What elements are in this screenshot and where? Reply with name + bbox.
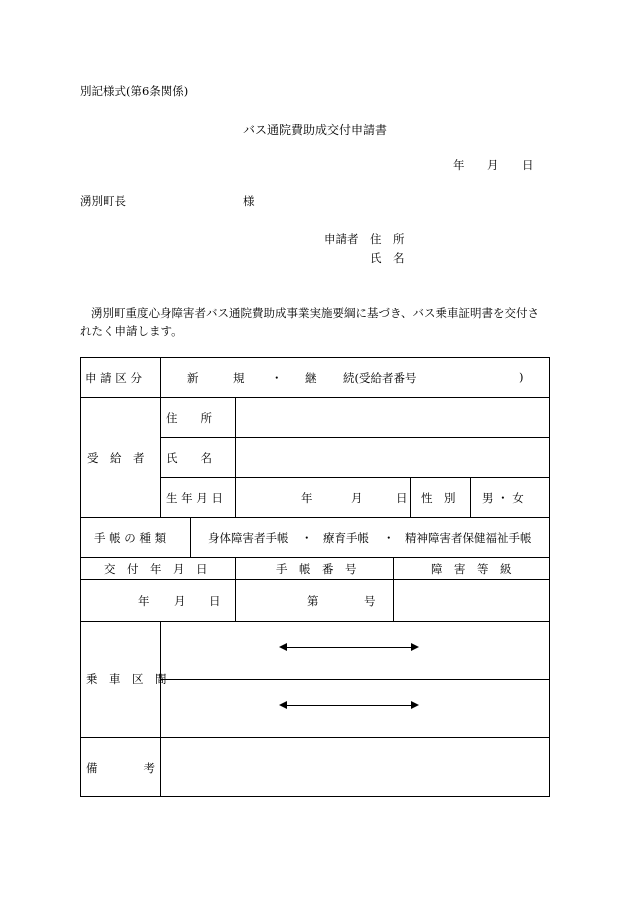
honorific: 様 — [243, 194, 255, 208]
date-day-label: 日 — [522, 158, 534, 172]
recipient-name-label: 氏 名 — [166, 451, 212, 465]
application-form-table — [80, 357, 550, 797]
document-title: バス通院費助成交付申請書 — [243, 123, 388, 137]
row-divider — [160, 477, 550, 478]
column-divider — [235, 397, 236, 517]
row-divider — [80, 397, 550, 398]
arrow-right-head-icon — [411, 643, 419, 651]
dob-year-label: 年 — [301, 491, 313, 505]
column-divider — [160, 357, 161, 517]
recipient-number-label: 続(受給者番号 — [343, 371, 417, 385]
disability-grade-header: 障 害 等 級 — [431, 562, 512, 576]
table-border-bottom — [80, 796, 550, 797]
body-text-line1: 湧別町重度心身障害者バス通院費助成事業実施要綱に基づき、バス乗車証明書を交付さ — [91, 306, 540, 320]
row-divider — [80, 579, 550, 580]
date-month-label: 月 — [487, 158, 499, 172]
row-divider — [80, 517, 550, 518]
table-border-left — [80, 357, 81, 797]
arrow-left-head-icon — [279, 643, 287, 651]
table-border-top — [80, 357, 550, 358]
remarks-label: 備 考 — [86, 761, 155, 775]
table-border-right — [549, 357, 550, 797]
recipient-address-label: 住 所 — [166, 411, 212, 425]
separator-dot: ・ — [271, 371, 283, 385]
application-type-new[interactable]: 新 — [187, 371, 199, 385]
arrow-left-head-icon — [279, 701, 287, 709]
row-divider — [160, 679, 550, 680]
column-divider — [470, 477, 471, 517]
sex-options[interactable]: 男 ・ 女 — [482, 491, 524, 505]
issue-month-label: 月 — [174, 594, 186, 608]
dob-day-label: 日 — [396, 491, 408, 505]
recipient-dob-label: 生 年 月 日 — [166, 491, 223, 505]
handbook-number-suffix: 号 — [364, 594, 376, 608]
body-text-line2: れたく申請します。 — [80, 324, 183, 338]
application-type-kind[interactable]: 規 — [233, 371, 245, 385]
issue-day-label: 日 — [209, 594, 221, 608]
column-divider — [393, 557, 394, 621]
separator-dot: ・ — [301, 531, 313, 545]
row-divider — [80, 737, 550, 738]
ride-section-arrow-1 — [279, 643, 419, 652]
recipient-label: 受 給 者 — [87, 451, 145, 465]
addressee: 湧別町長 — [80, 194, 126, 208]
row-divider — [80, 557, 550, 558]
form-reference: 別記様式(第6条関係) — [80, 84, 189, 98]
row-divider — [160, 437, 550, 438]
handbook-number-prefix: 第 — [307, 594, 319, 608]
dob-month-label: 月 — [351, 491, 363, 505]
column-divider — [160, 621, 161, 797]
applicant-label: 申請者 — [324, 232, 359, 246]
handbook-option-rehabilitation[interactable]: 療育手帳 — [323, 531, 369, 545]
applicant-address-label: 住 所 — [370, 232, 405, 246]
recipient-number-close: ) — [519, 370, 524, 384]
column-divider — [410, 477, 411, 517]
issue-date-header: 交 付 年 月 日 — [104, 562, 208, 576]
application-type-label: 申 請 区 分 — [85, 371, 142, 385]
arrow-right-head-icon — [411, 701, 419, 709]
handbook-option-mental[interactable]: 精神障害者保健福祉手帳 — [405, 531, 532, 545]
row-divider — [80, 621, 550, 622]
separator-dot: ・ — [383, 531, 395, 545]
ride-section-arrow-2 — [279, 701, 419, 710]
applicant-name-label: 氏 名 — [370, 251, 405, 265]
date-year-label: 年 — [453, 158, 465, 172]
application-type-continue[interactable]: 継 — [305, 371, 317, 385]
ride-section-label: 乗 車 区 間 — [86, 672, 167, 686]
handbook-option-physical[interactable]: 身体障害者手帳 — [208, 531, 289, 545]
column-divider — [190, 517, 191, 557]
handbook-number-header: 手 帳 番 号 — [276, 562, 357, 576]
handbook-type-label: 手 帳 の 種 類 — [94, 531, 167, 545]
sex-label: 性 別 — [421, 491, 456, 505]
issue-year-label: 年 — [138, 594, 150, 608]
column-divider — [235, 557, 236, 621]
